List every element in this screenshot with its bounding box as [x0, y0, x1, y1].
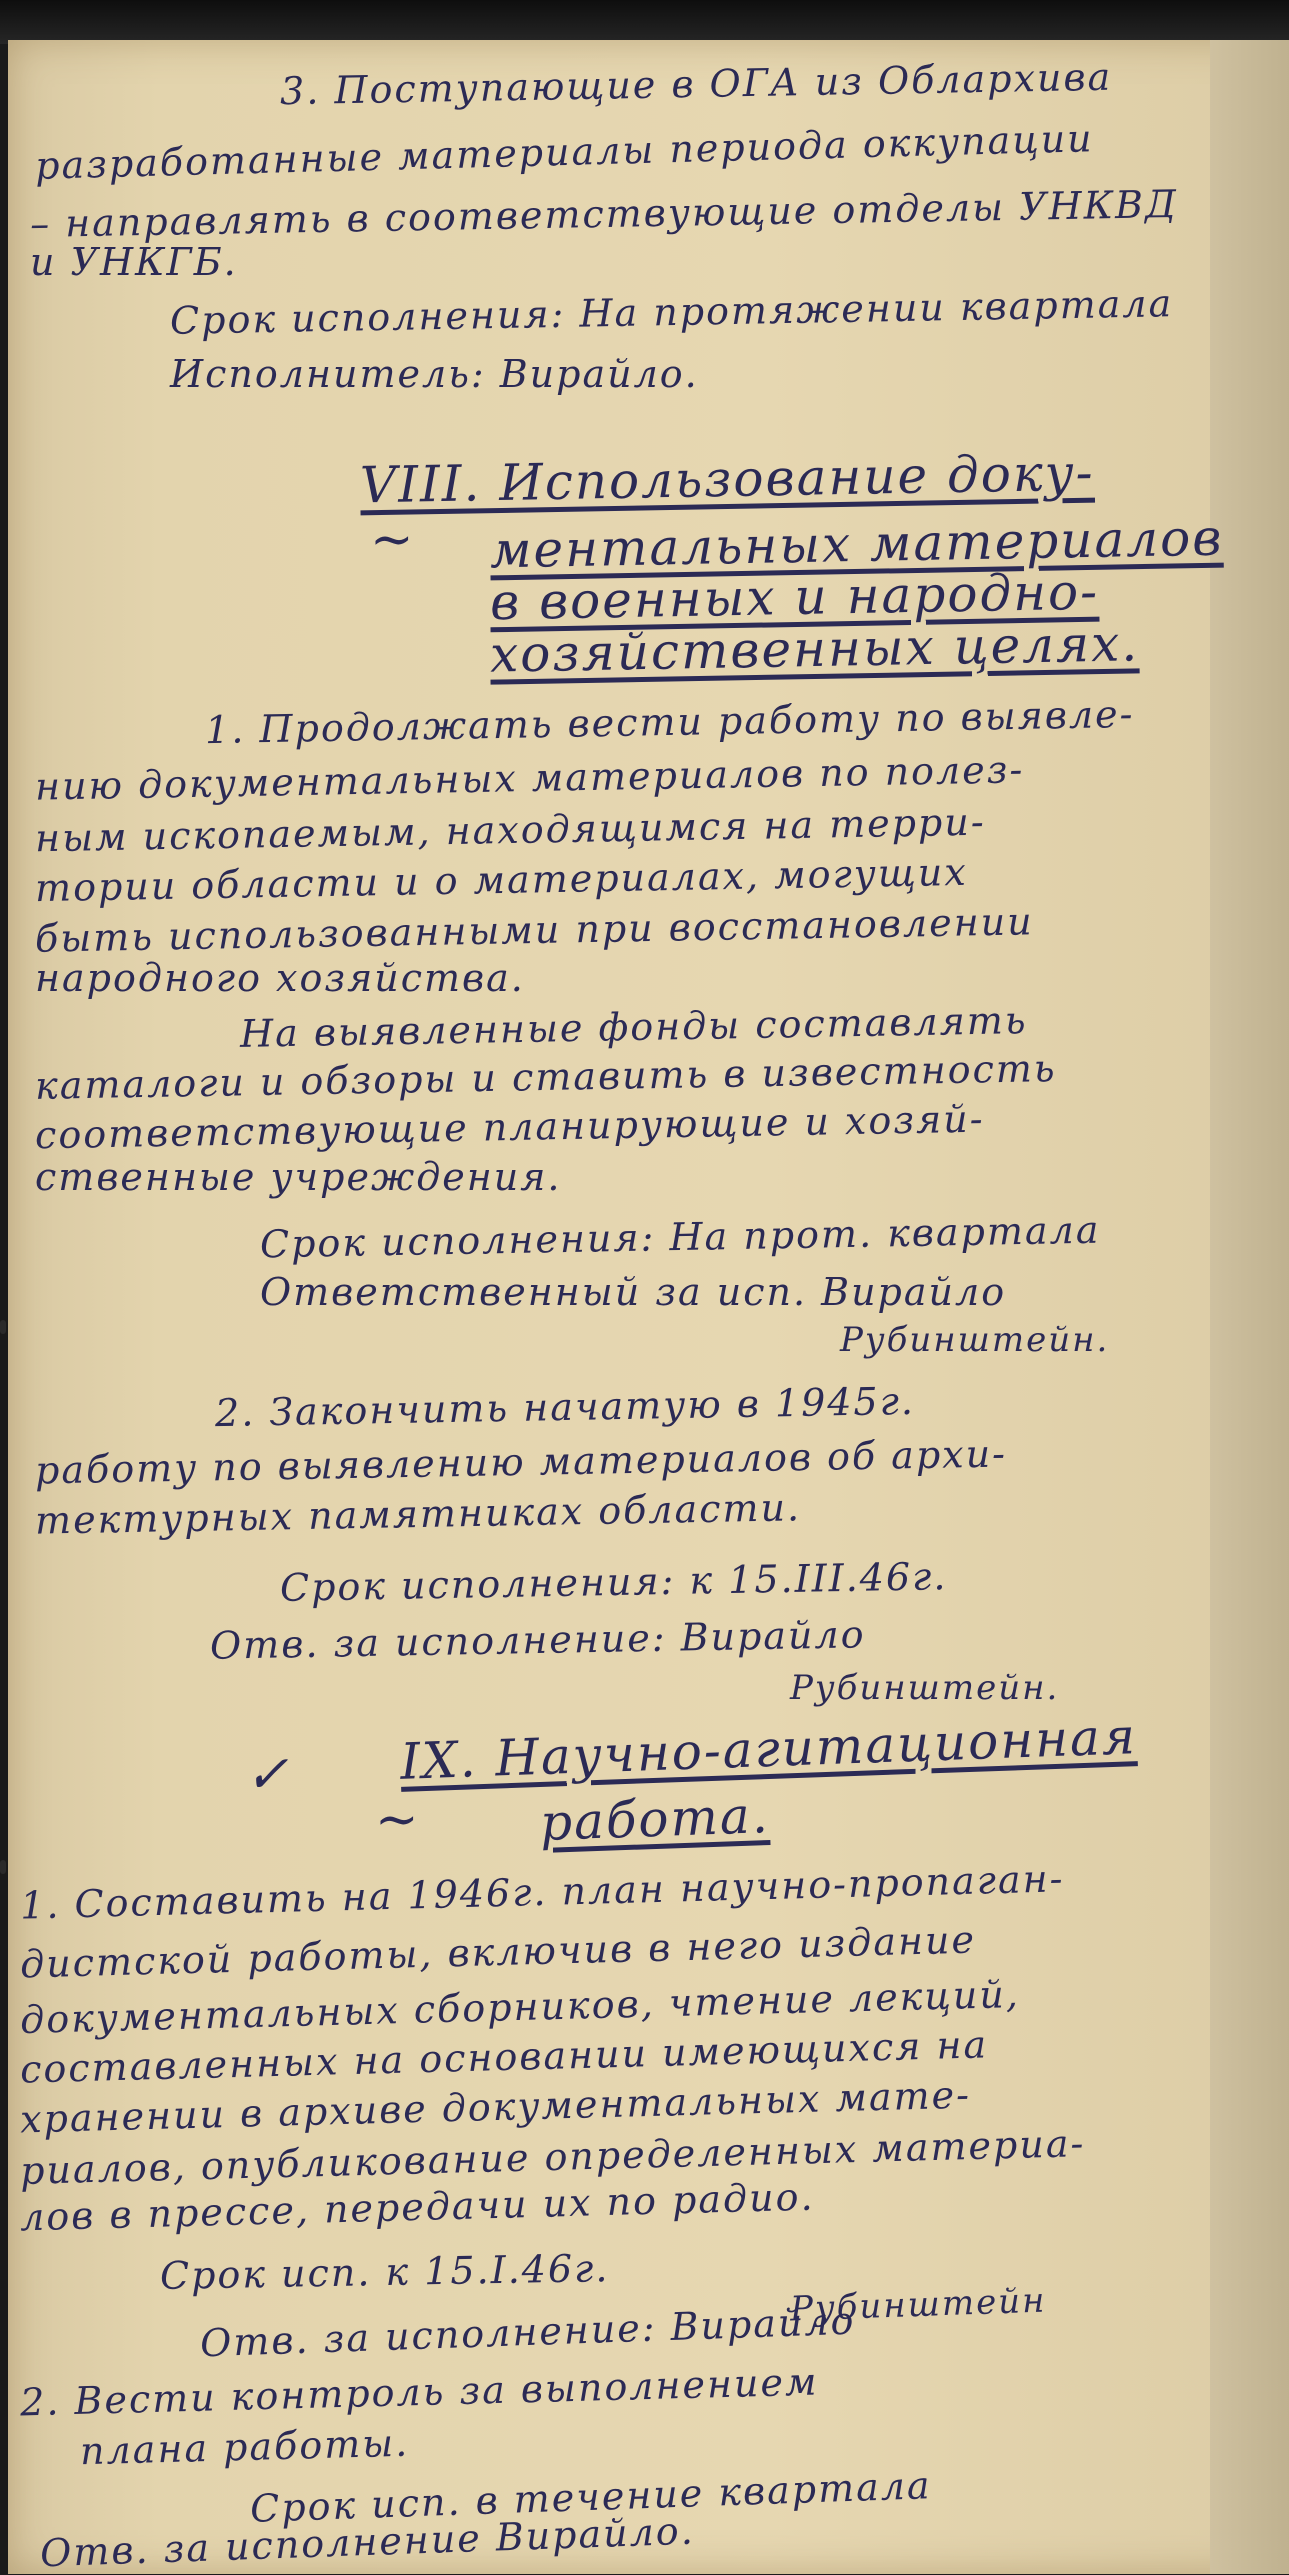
- section-8-item-1-line-2: нию документальных материалов по полез-: [34, 747, 1025, 809]
- check-mark: ✓: [245, 1745, 291, 1805]
- section-8-item-1-responsible: Ответственный за исп. Вирайло: [260, 1270, 1007, 1314]
- tilde-mark: ~: [370, 510, 416, 570]
- section-8-item-2-line-2: работу по выявлению материалов об архи-: [34, 1431, 1008, 1493]
- section-9-item-1-line-2: дистской работы, включив в него издание: [19, 1917, 977, 1987]
- section-8-heading-line-2: ментальных материалов: [489, 508, 1224, 580]
- section-8-item-1-line-5: быть использованными при восстановлении: [34, 899, 1034, 961]
- section-8-item-1-line-1: 1. Продолжать вести работу по выявле-: [204, 691, 1135, 753]
- section-9-item-1-line-4: составленных на основании имеющихся на: [19, 2022, 989, 2092]
- item-3-line-2: разработанные материалы периода оккупации: [34, 116, 1095, 188]
- section-8-item-1-line-9: соответствующие планирующие и хозяй-: [34, 1096, 985, 1158]
- section-9-item-1-line-3: документальных сборников, чтение лекций,: [19, 1971, 1021, 2043]
- scanner-background: [0, 0, 1289, 44]
- signature-name: Рубинштейн: [789, 2280, 1048, 2330]
- section-8-heading-line-4: хозяйственных целях.: [489, 614, 1140, 684]
- binding-hole: [0, 1860, 6, 1874]
- section-9-item-1-line-6: риалов, опубликование определенных материа-: [19, 2121, 1086, 2193]
- section-8-item-1-line-3: ным ископаемым, находящимся на терри-: [34, 799, 986, 861]
- item-3-line-3: – направлять в соответствующие отделы УНКВД: [29, 181, 1179, 247]
- section-9-item-1-line-7: лов в прессе, передачи их по радио.: [19, 2174, 816, 2240]
- section-8-item-1-line-7: На выявленные фонды составлять: [239, 998, 1028, 1056]
- section-9-item-1-responsible: Отв. за исполнение: Вирайло: [199, 2298, 857, 2366]
- section-8-heading-line-3: в военных и народно-: [489, 562, 1100, 632]
- section-8-item-1-line-10: ственные учреждения.: [35, 1155, 562, 1199]
- tilde-mark: ~: [375, 1790, 421, 1850]
- section-9-item-2-deadline: Срок исп. в течение квартала: [249, 2463, 933, 2531]
- section-8-item-1-deadline: Срок исполнения: На прот. квартала: [259, 1207, 1101, 1267]
- section-8-item-1-line-6: народного хозяйства.: [35, 956, 525, 1000]
- item-3-executor: Исполнитель: Вирайло.: [170, 352, 699, 396]
- section-8-item-2-responsible: Отв. за исполнение: Вирайло: [209, 1612, 866, 1668]
- section-9-item-1-line-1: 1. Составить на 1946г. план научно-пропаган-: [19, 1856, 1065, 1928]
- signature-name: Рубинштейн.: [790, 1668, 1060, 1708]
- section-8-item-1-line-4: тории области и о материалах, могущих: [34, 849, 969, 911]
- section-9-item-1-deadline: Срок исп. к 15.I.46г.: [159, 2246, 610, 2298]
- section-8-item-2-line-3: тектурных памятниках области.: [34, 1485, 802, 1543]
- section-9-heading-line-1: IX. Научно-агитационная: [399, 1707, 1138, 1791]
- section-8-item-2-line-1: 2. Закончить начатую в 1945г.: [214, 1378, 916, 1436]
- binding-hole: [0, 1320, 6, 1334]
- section-9-item-2-responsible: Отв. за исполнение Вирайло.: [39, 2508, 696, 2575]
- section-9-item-1-line-5: хранении в архиве документальных мате-: [19, 2072, 972, 2142]
- section-8-heading-line-1: VIII. Использование доку-: [359, 443, 1096, 515]
- section-8-item-1-line-8: каталоги и обзоры и ставить в известность: [34, 1046, 1057, 1108]
- section-9-item-2-line-2: плана работы.: [79, 2420, 410, 2474]
- page-edge: [1210, 40, 1289, 2574]
- signature-name: Рубинштейн.: [840, 1320, 1110, 1360]
- section-8-item-2-deadline: Срок исполнения: к 15.III.46г.: [279, 1554, 948, 1610]
- item-3-line-4: и УНКГБ.: [30, 240, 238, 284]
- item-3-deadline: Срок исполнения: На протяжении квартала: [169, 281, 1174, 343]
- section-9-item-2-line-1: 2. Вести контроль за выполнением: [19, 2359, 819, 2425]
- section-9-heading-line-2: работа.: [539, 1786, 771, 1852]
- item-3-line-1: 3. Поступающие в ОГА из Облархива: [279, 54, 1113, 114]
